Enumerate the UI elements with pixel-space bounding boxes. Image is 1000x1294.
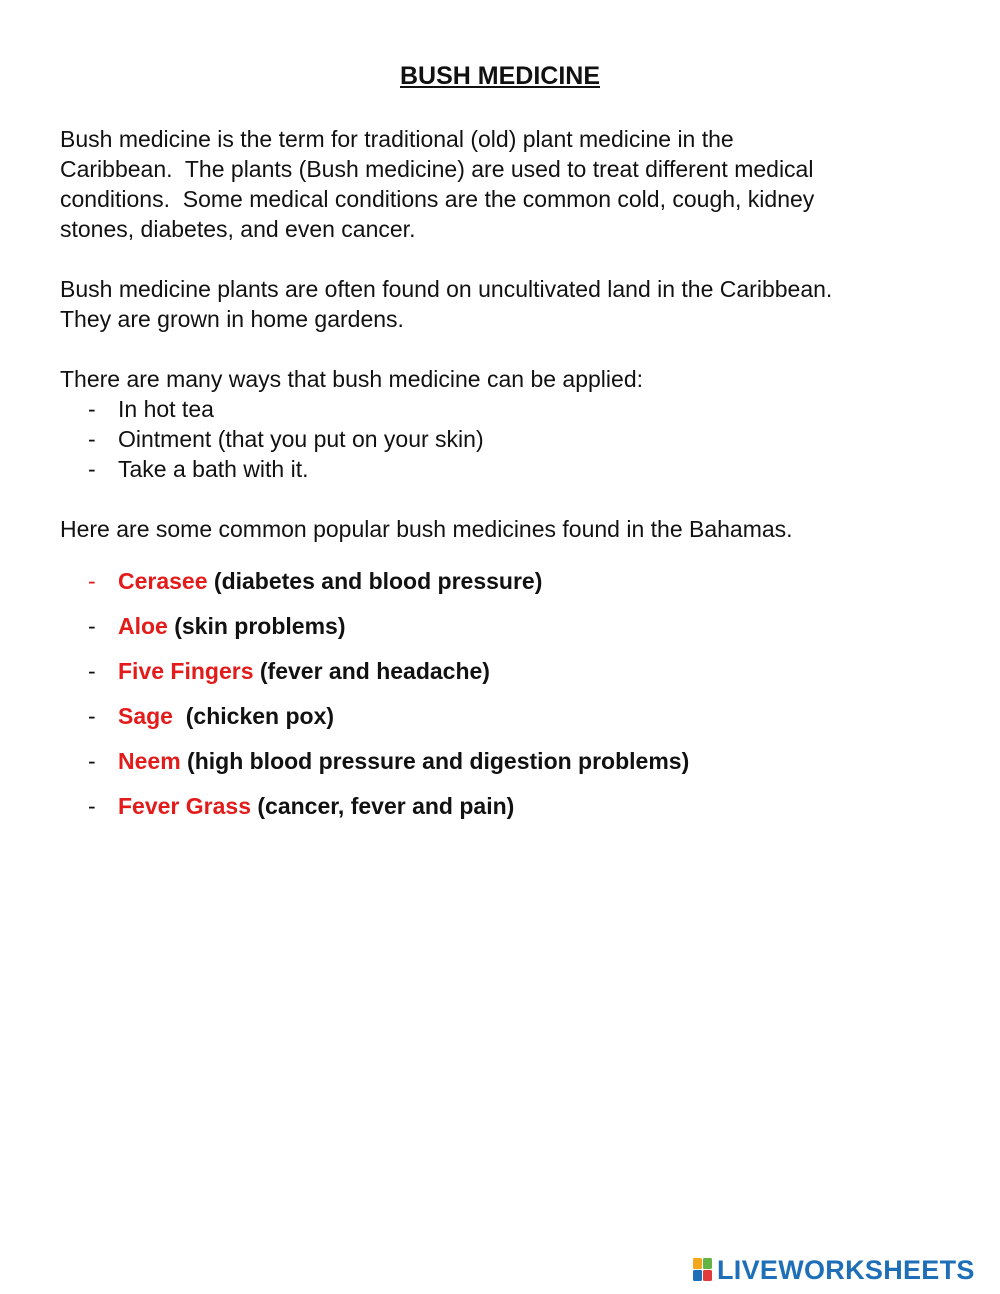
page-title: BUSH MEDICINE — [399, 62, 600, 90]
list-dash: - — [88, 703, 96, 729]
medicine-use: (high blood pressure and digestion problems) — [180, 748, 690, 774]
application-list — [60, 394, 960, 484]
list-item — [60, 746, 960, 791]
list-item — [60, 454, 960, 484]
list-dash: - — [88, 658, 96, 684]
list-dash: - — [88, 613, 96, 639]
habitat-line: Bush medicine plants are often found on uncultivated land in the Caribbean. — [60, 276, 833, 302]
liveworksheets-logo-icon — [693, 1258, 713, 1282]
application-method: In hot tea — [118, 396, 214, 422]
intro-paragraph — [60, 124, 960, 244]
liveworksheets-logo — [693, 1256, 975, 1284]
medicine-list — [60, 566, 960, 836]
list-item — [60, 701, 960, 746]
intro-line: Caribbean. The plants (Bush medicine) are used to treat different medical — [60, 156, 814, 182]
list-dash: - — [88, 568, 96, 594]
list-dash: - — [88, 793, 96, 819]
application-section — [60, 364, 960, 484]
medicine-name: Sage — [118, 703, 173, 729]
medicine-name: Fever Grass — [118, 793, 251, 819]
application-method: Ointment (that you put on your skin) — [118, 426, 484, 452]
bahamas-intro: Here are some common popular bush medicines found in the Bahamas. — [60, 516, 793, 542]
logo-text: LIVEWORKSHEETS — [717, 1255, 975, 1285]
medicine-name: Five Fingers — [118, 658, 254, 684]
medicine-name: Aloe — [118, 613, 168, 639]
intro-line: conditions. Some medical conditions are the common cold, cough, kidney — [60, 186, 815, 212]
habitat-line: They are grown in home gardens. — [60, 306, 404, 332]
medicine-use: (chicken pox) — [172, 703, 335, 729]
medicine-name: Neem — [118, 748, 181, 774]
intro-line: Bush medicine is the term for traditional (old) plant medicine in the — [60, 126, 734, 152]
list-item — [60, 611, 960, 656]
application-method: Take a bath with it. — [118, 456, 309, 482]
list-dash: - — [88, 396, 96, 422]
list-dash: - — [88, 456, 96, 482]
list-item — [60, 394, 960, 424]
list-dash: - — [88, 426, 96, 452]
medicine-use: (diabetes and blood pressure) — [207, 568, 543, 594]
medicine-name: Cerasee — [118, 568, 208, 594]
application-intro: There are many ways that bush medicine can be applied: — [60, 366, 643, 392]
medicine-use: (cancer, fever and pain) — [250, 793, 515, 819]
medicine-use: (fever and headache) — [253, 658, 490, 684]
intro-line: stones, diabetes, and even cancer. — [60, 216, 416, 242]
list-item — [60, 566, 960, 611]
list-item — [60, 424, 960, 454]
habitat-paragraph — [60, 274, 960, 334]
list-item — [60, 791, 960, 836]
medicine-use: (skin problems) — [167, 613, 346, 639]
list-dash: - — [88, 748, 96, 774]
list-item — [60, 656, 960, 701]
